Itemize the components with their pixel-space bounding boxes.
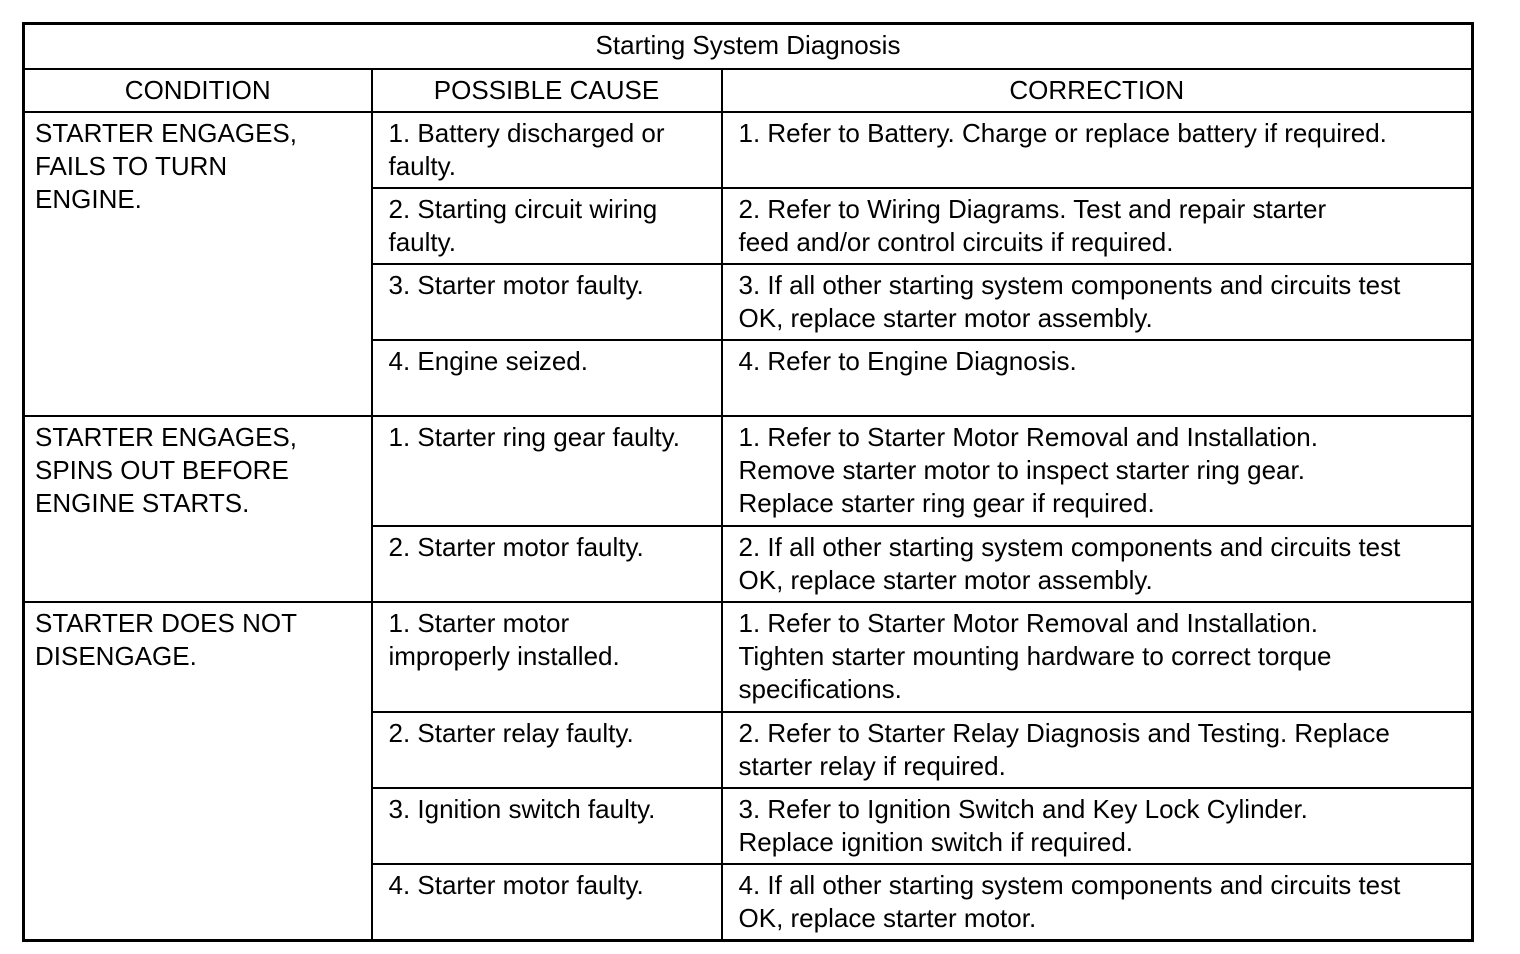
table-title: Starting System Diagnosis xyxy=(24,24,1473,70)
cause-cell: 2. Starting circuit wiring faulty. xyxy=(372,188,722,264)
cause-cell: 2. Starter motor faulty. xyxy=(372,526,722,602)
cause-cell: 2. Starter relay faulty. xyxy=(372,712,722,788)
correction-cell: 4. If all other starting system components and circuits test OK, replace starter motor. xyxy=(722,864,1473,941)
header-row xyxy=(24,69,1473,112)
cause-cell: 1. Battery discharged or faulty. xyxy=(372,112,722,188)
correction-cell: 4. Refer to Engine Diagnosis. xyxy=(722,340,1473,416)
correction-cell: 1. Refer to Starter Motor Removal and Installation. Remove starter motor to inspect starter ring gear. Replace starter ring gear if required. xyxy=(722,416,1473,526)
cause-cell: 3. Starter motor faulty. xyxy=(372,264,722,340)
header-possible-cause: POSSIBLE CAUSE xyxy=(372,69,722,112)
cause-cell: 1. Starter ring gear faulty. xyxy=(372,416,722,526)
header-correction: CORRECTION xyxy=(722,69,1473,112)
correction-cell: 3. If all other starting system components and circuits test OK, replace starter motor assembly. xyxy=(722,264,1473,340)
correction-cell: 1. Refer to Starter Motor Removal and Installation. Tighten starter mounting hardware to correct torque specifications. xyxy=(722,602,1473,712)
diagnosis-table xyxy=(22,22,1474,942)
cause-cell: 4. Starter motor faulty. xyxy=(372,864,722,941)
table-row xyxy=(24,416,1473,526)
correction-cell: 2. Refer to Wiring Diagrams. Test and repair starter feed and/or control circuits if required. xyxy=(722,188,1473,264)
table-row xyxy=(24,602,1473,712)
table-row xyxy=(24,112,1473,188)
correction-cell: 2. Refer to Starter Relay Diagnosis and Testing. Replace starter relay if required. xyxy=(722,712,1473,788)
cause-cell: 3. Ignition switch faulty. xyxy=(372,788,722,864)
cause-cell: 4. Engine seized. xyxy=(372,340,722,416)
correction-cell: 1. Refer to Battery. Charge or replace battery if required. xyxy=(722,112,1473,188)
title-row xyxy=(24,24,1473,70)
cause-cell: 1. Starter motor improperly installed. xyxy=(372,602,722,712)
condition-cell: STARTER ENGAGES, SPINS OUT BEFORE ENGINE STARTS. xyxy=(24,416,372,602)
header-condition: CONDITION xyxy=(24,69,372,112)
correction-cell: 2. If all other starting system components and circuits test OK, replace starter motor assembly. xyxy=(722,526,1473,602)
condition-cell: STARTER ENGAGES, FAILS TO TURN ENGINE. xyxy=(24,112,372,416)
correction-cell: 3. Refer to Ignition Switch and Key Lock Cylinder. Replace ignition switch if required. xyxy=(722,788,1473,864)
condition-cell: STARTER DOES NOT DISENGAGE. xyxy=(24,602,372,941)
